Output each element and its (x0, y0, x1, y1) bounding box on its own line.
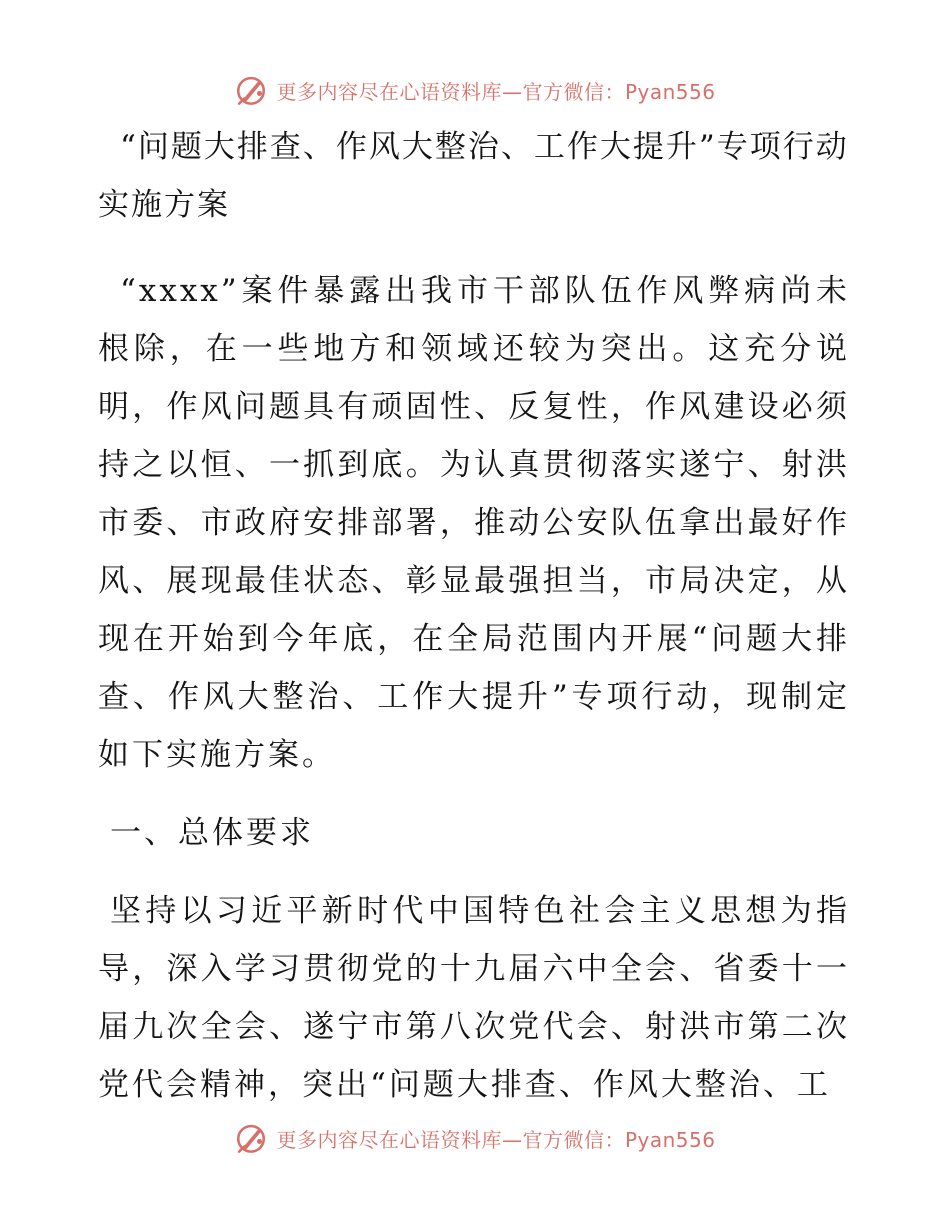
watermark-text: 更多内容尽在心语资料库—官方微信：Pyan556 (276, 1127, 716, 1152)
quill-logo-icon (234, 1121, 268, 1155)
section-heading: 一、总体要求 (110, 815, 314, 851)
document-title: “问题大排查、作风大整治、工作大提升”专项行动实施方案 (98, 129, 849, 223)
footer-watermark (0, 1118, 950, 1158)
header-watermark (0, 70, 950, 110)
watermark-text: 更多内容尽在心语资料库—官方微信：Pyan556 (276, 79, 716, 104)
intro-paragraph: “xxxx”案件暴露出我市干部队伍作风弊病尚未根除，在一些地方和领域还较为突出。这充分说明，作风问题具有顽固性、反复性，作风建设必须持之以恒、一抓到底。为认真贯彻落实遂宁、射洪市委、市政府安排部署，推动公安队伍拿出最好作风、展现最佳状态、彰显最强担当，市局决定，从现在开始到今年底，在全局范围内开展“问题大排查、作风大整治、工作大提升”专项行动，现制定如下实施方案。 (98, 273, 850, 773)
section-paragraph: 坚持以习近平新时代中国特色社会主义思想为指导，深入学习贯彻党的十九届六中全会、省委十一届九次全会、遂宁市第八次党代会、射洪市第二次党代会精神，突出“问题大排查、作风大整治、工 (98, 893, 850, 1103)
quill-logo-icon (234, 73, 268, 107)
document-body (98, 118, 850, 1114)
